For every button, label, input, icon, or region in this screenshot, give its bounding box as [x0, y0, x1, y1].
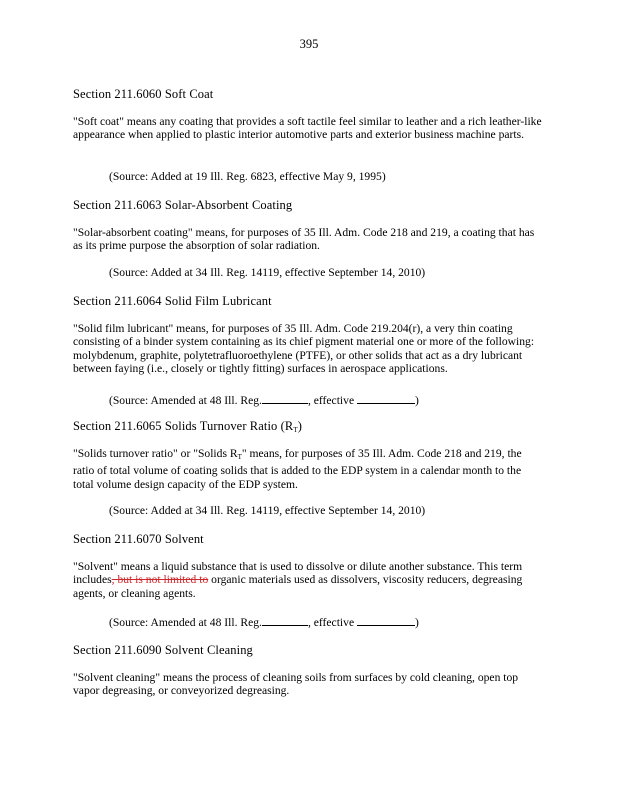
section-heading-211-6090: Section 211.6090 Solvent Cleaning — [73, 643, 253, 657]
section-text-211-6060: "Soft coat" means any coating that provides a soft tactile feel similar to leather and a rich leather-like appearance when applied to plastic interior automotive parts and exterior business machine parts. — [73, 115, 542, 142]
section-text-211-6063: "Solar-absorbent coating" means, for purposes of 35 Ill. Adm. Code 218 and 219, a coating that has as its prime purpose the absorption of solar radiation. — [73, 226, 535, 253]
section-heading-211-6063: Section 211.6063 Solar-Absorbent Coating — [73, 198, 293, 212]
section-heading-211-6065: Section 211.6065 Solids Turnover Ratio $(R_T)$ — [73, 419, 302, 434]
section-source-211-6060: (Source: Added at 19 Ill. Reg. 6823, effective May 9, 1995) — [109, 170, 386, 183]
section-source-211-6065: (Source: Added at 34 Ill. Reg. 14119, effective September 14, 2010) — [109, 504, 426, 517]
blank-register-number — [262, 615, 308, 626]
source-suffix: ) — [415, 616, 419, 629]
section-text-211-6064: "Solid film lubricant" means, for purposes of 35 Ill. Adm. Code 219.204(r), a very thin coating consisting of a binder system containing as its chief pigment material one or more of the following: molybdenum, graphite, polytetrafluoroethylene (PTFE), or other solids that act as a dry lubricant between faying (i.e., closely or tightly fitting) surfaces in aerospace applications. — [73, 322, 535, 376]
source-prefix: (Source: Amended at 48 Ill. Reg. — [109, 616, 262, 629]
source-suffix: ) — [415, 394, 419, 407]
section-text-211-6065: "Solids turnover ratio" or "Solids $R_T$" means, for purposes of 35 Ill. Adm. Code 218 and 219, the ratio of total volume of coating solids that is added to the EDP system in a calendar month to the total volume design capacity of the EDP system. — [73, 447, 522, 491]
source-mid: , effective — [307, 394, 355, 407]
section-source-211-6063: (Source: Added at 34 Ill. Reg. 14119, effective September 14, 2010) — [109, 266, 426, 279]
section-text-211-6070: "Solvent" means a liquid substance that is used to dissolve or dilute another substance. This term includes, but is not limited to organic materials used as dissolvers, viscosity reducers, degreasing agents, or cleaning agents. — [73, 560, 523, 600]
section-source-211-6070 — [109, 615, 419, 629]
blank-register-number — [262, 393, 308, 404]
section-heading-211-6070: Section 211.6070 Solvent — [73, 532, 204, 546]
section-heading-211-6064: Section 211.6064 Solid Film Lubricant — [73, 294, 272, 308]
blank-effective-date — [357, 393, 415, 404]
source-prefix: (Source: Amended at 48 Ill. Reg. — [109, 394, 262, 407]
page-number: 395 — [299, 37, 319, 51]
section-heading-211-6060: Section 211.6060 Soft Coat — [73, 87, 214, 101]
section-text-211-6090: "Solvent cleaning" means the process of cleaning soils from surfaces by cold cleaning, open top vapor degreasing, or conveyorized degreasing. — [73, 671, 519, 698]
blank-effective-date — [357, 615, 415, 626]
deleted-text: , but is not limited to — [111, 573, 209, 587]
section-source-211-6064 — [109, 393, 419, 407]
source-mid: , effective — [307, 616, 355, 629]
